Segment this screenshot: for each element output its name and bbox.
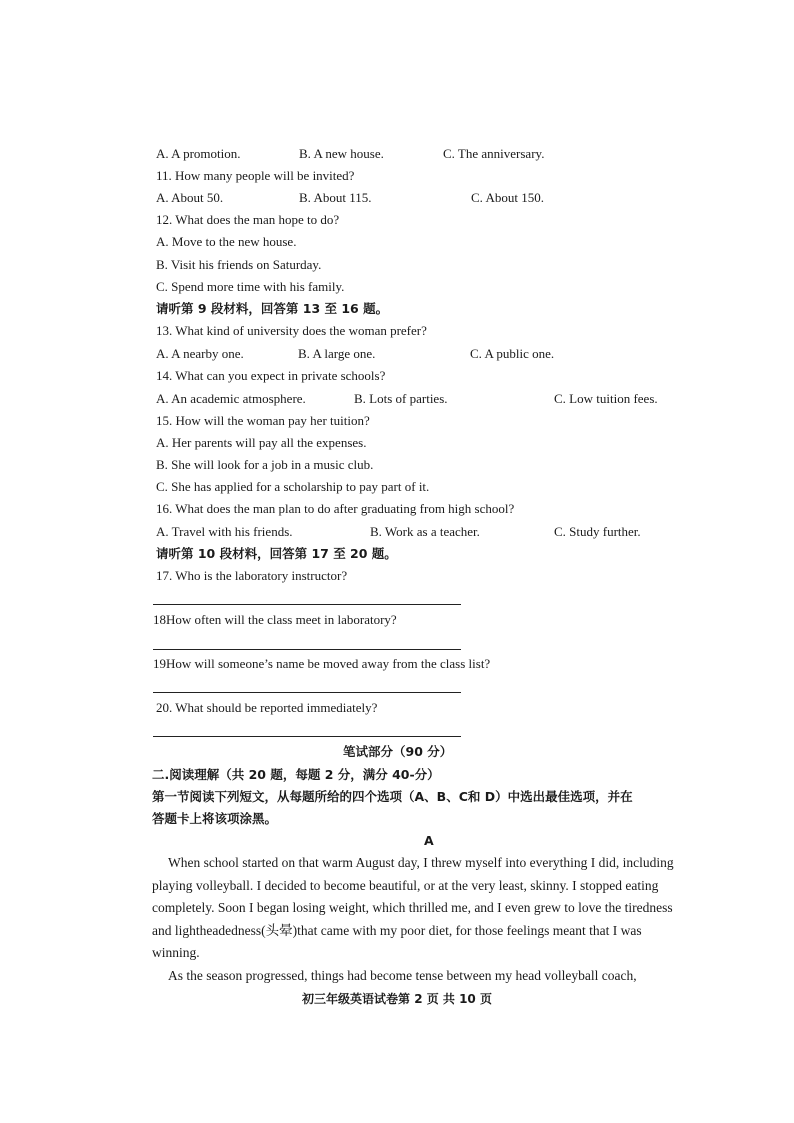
q18-answer-line[interactable] [153, 649, 461, 650]
q17-answer-line[interactable] [153, 604, 461, 605]
q13-option-c: C. A public one. [470, 346, 555, 361]
q14-option-b: B. Lots of parties. [354, 391, 448, 406]
q15-option-b: B. She will look for a job in a music club. [156, 457, 374, 472]
q12-question: 12. What does the man hope to do? [156, 212, 340, 227]
q11-option-b: B. About 115. [299, 190, 372, 205]
reading-instruction-line-1: 第一节阅读下列短文，从每题所给的四个选项（A、B、C和 D）中选出最佳选项，并在 [152, 789, 633, 804]
q20-answer-line[interactable] [153, 736, 461, 737]
q12-option-c: C. Spend more time with his family. [156, 279, 345, 294]
q12-option-a: A. Move to the new house. [156, 234, 297, 249]
passage-label: A [424, 833, 434, 848]
q10-option-a: A. A promotion. [156, 146, 241, 161]
q17-question: 17. Who is the laboratory instructor? [156, 568, 348, 583]
q19-answer-line[interactable] [153, 692, 461, 693]
q18-question: 18How often will the class meet in laboratory? [153, 612, 397, 627]
q16-option-b: B. Work as a teacher. [370, 524, 480, 539]
passage-paragraph-1: When school started on that warm August day, I threw myself into everything I did, including playing volleyball. I decided to become beautiful, or at the very least, skinny. I stopped eating completely. Soon I began losing weight, which thrilled me, and I even grew to love the tiredness and lightheadedness(头晕)that came with my poor diet, for those feelings meant that I was winning. [152, 855, 674, 960]
q13-option-a: A. A nearby one. [156, 346, 244, 361]
written-section-title: 笔试部分（90 分） [343, 744, 453, 759]
q15-option-a: A. Her parents will pay all the expenses. [156, 435, 367, 450]
q13-option-b: B. A large one. [298, 346, 376, 361]
reading-part-title: 二.阅读理解（共 20 题，每题 2 分，满分 40-分） [152, 767, 440, 782]
q14-option-c: C. Low tuition fees. [554, 391, 658, 406]
q14-question: 14. What can you expect in private schools? [156, 368, 386, 383]
passage-paragraph-2: As the season progressed, things had become tense between my head volleyball coach, [168, 967, 637, 983]
q14-option-a: A. An academic atmosphere. [156, 391, 306, 406]
instruction-section-10: 请听第 10 段材料，回答第 17 至 20 题。 [156, 546, 397, 561]
q16-question: 16. What does the man plan to do after graduating from high school? [156, 501, 515, 516]
page-footer: 初三年级英语试卷第 2 页 共 10 页 [302, 992, 492, 1006]
q15-question: 15. How will the woman pay her tuition? [156, 413, 370, 428]
q11-option-c: C. About 150. [471, 190, 544, 205]
q12-option-b: B. Visit his friends on Saturday. [156, 257, 322, 272]
q19-question: 19How will someone’s name be moved away from the class list? [153, 656, 491, 671]
q15-option-c: C. She has applied for a scholarship to pay part of it. [156, 479, 430, 494]
q20-question: 20. What should be reported immediately? [156, 700, 378, 715]
q11-question: 11. How many people will be invited? [156, 168, 355, 183]
q16-option-a: A. Travel with his friends. [156, 524, 293, 539]
q10-option-c: C. The anniversary. [443, 146, 545, 161]
q13-question: 13. What kind of university does the woman prefer? [156, 323, 427, 338]
instruction-section-9: 请听第 9 段材料，回答第 13 至 16 题。 [156, 301, 389, 316]
q11-option-a: A. About 50. [156, 190, 224, 205]
reading-instruction-line-2: 答题卡上将该项涂黑。 [152, 811, 278, 826]
q10-option-b: B. A new house. [299, 146, 384, 161]
q16-option-c: C. Study further. [554, 524, 641, 539]
passage-body [152, 852, 692, 987]
